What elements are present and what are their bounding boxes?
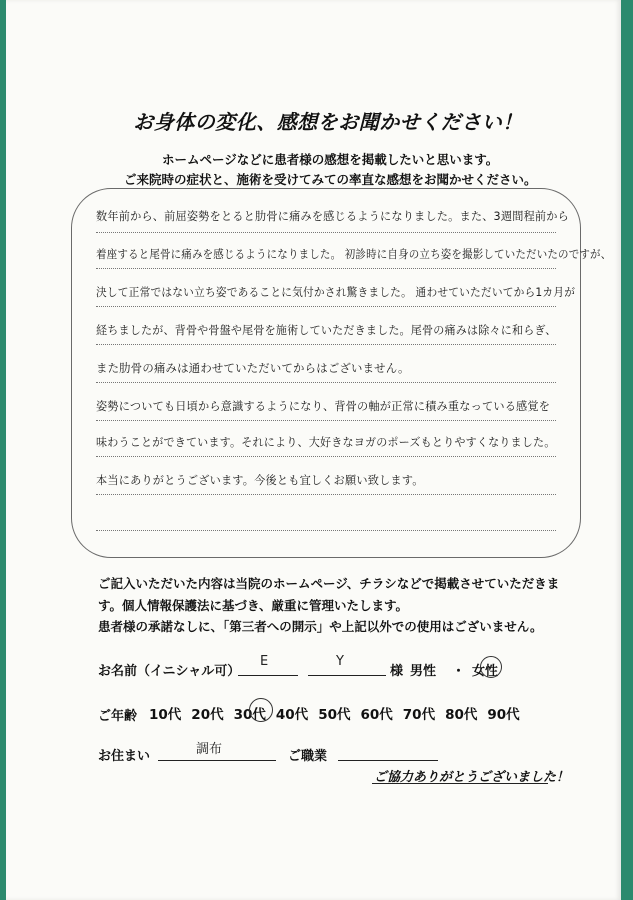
- age-option-80s: 80代: [445, 707, 478, 723]
- thanks-underline: [372, 783, 548, 784]
- occupation-line: [338, 760, 438, 761]
- comment-rule: [96, 494, 556, 495]
- age-options: [149, 703, 530, 723]
- comment-line-8: 本当にありがとうございます。今後とも宜しくお願い致します。: [96, 473, 424, 487]
- name-line-1: [238, 675, 298, 676]
- gender-female: 女性: [472, 664, 499, 679]
- form-subtitle-1: ホームページなどに患者様の感想を掲載したいと思います。: [162, 152, 499, 167]
- initial-2: Y: [336, 654, 344, 669]
- comment-line-4: 経ちましたが、背骨や骨盤や尾骨を施術していただきました。尾骨の痛みは除々に和らぎ、: [96, 323, 557, 337]
- residence-line: [158, 760, 276, 761]
- thanks-message: ご協力ありがとうございました！: [374, 770, 570, 785]
- notice-line-1: ご記入いただいた内容は当院のホームページ、チラシなどで掲載させていただきま: [98, 576, 560, 591]
- comment-rule: [96, 268, 556, 269]
- comment-rule: [96, 232, 556, 233]
- age-option-10s: 10代: [149, 707, 182, 723]
- comment-line-1: 数年前から、前屈姿勢をとると肋骨に痛みを感じるようになりました。また、3週間程前から: [96, 209, 570, 223]
- notice-line-3: 患者様の承諾なしに、「第三者への開示」や上記以外での使用はございません。: [98, 619, 543, 634]
- age-option-70s: 70代: [402, 707, 436, 723]
- comment-rule: [96, 456, 556, 457]
- age-option-40s: 40代: [275, 707, 309, 723]
- comment-rule: [96, 420, 556, 421]
- comment-line-3: 決して正常ではない立ち姿であることに気付かされ驚きました。 通わせていただいてから1カ月が: [96, 285, 576, 299]
- comment-rule: [96, 530, 556, 531]
- age-option-20s: 20代: [191, 707, 224, 723]
- age-option-60s: 60代: [360, 707, 393, 723]
- age-label: ご年齢: [98, 709, 138, 724]
- comment-line-5: また肋骨の痛みは通わせていただいてからはございません。: [96, 361, 410, 375]
- residence-label: お住まい: [98, 749, 151, 764]
- gender-male: 男性: [410, 664, 437, 679]
- initial-1: E: [260, 654, 269, 669]
- comment-rule: [96, 382, 556, 383]
- comment-rule: [96, 306, 556, 307]
- gender-selected-circle: [480, 656, 502, 678]
- survey-sheet: [6, 0, 621, 900]
- occupation-label: ご職業: [288, 749, 328, 764]
- age-selected-circle: [249, 698, 273, 722]
- comment-line-6: 姿勢についても日頃から意識するようになり、背骨の軸が正常に積み重なっている感覚を: [96, 399, 551, 413]
- comment-line-7: 味わうことができています。それにより、大好きなヨガのポーズもとりやすくなりました。: [96, 435, 556, 449]
- residence-value: 調布: [196, 742, 223, 757]
- honorific: 様: [390, 664, 404, 679]
- age-option-50s: 50代: [318, 707, 351, 723]
- name-line-2: [308, 675, 386, 676]
- gender-separator: ・: [452, 664, 466, 679]
- comment-line-2: 着座すると尾骨に痛みを感じるようになりました。 初診時に自身の立ち姿を撮影していただいたのですが、: [96, 247, 612, 261]
- age-option-90s: 90代: [487, 707, 520, 723]
- name-label: お名前（イニシャル可）: [98, 664, 241, 679]
- form-title: お身体の変化、感想をお聞かせください！: [133, 110, 523, 134]
- age-option-30s: 30代: [233, 707, 266, 723]
- comment-rule: [96, 344, 556, 345]
- form-subtitle-2: ご来院時の症状と、施術を受けてみての率直な感想をお聞かせください。: [124, 172, 537, 187]
- notice-line-2: す。個人情報保護法に基づき、厳重に管理いたします。: [98, 598, 409, 613]
